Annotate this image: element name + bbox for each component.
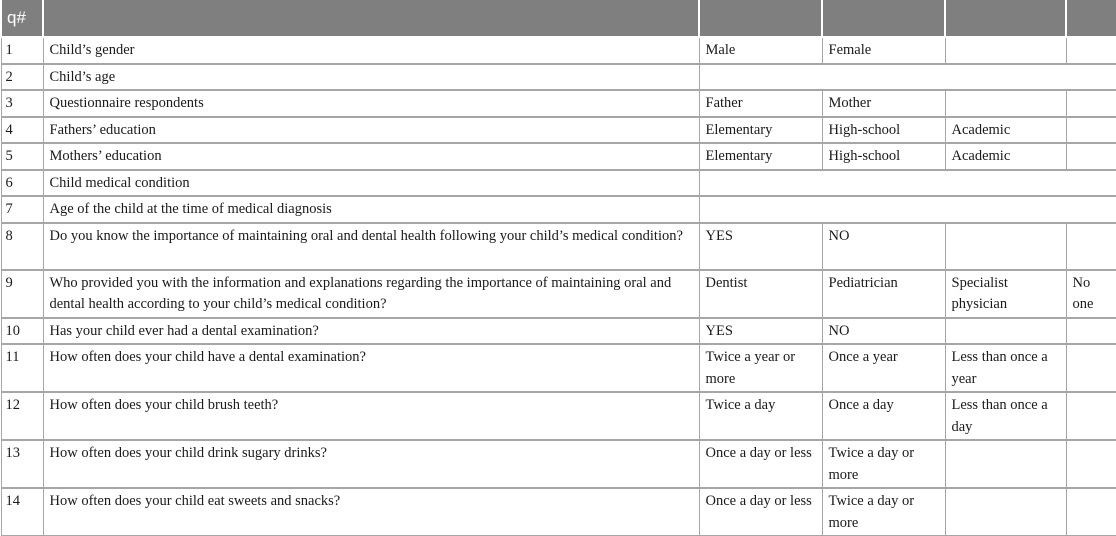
open-answer-cell — [699, 64, 1116, 91]
question-number: 7 — [1, 196, 43, 223]
open-answer-cell — [699, 196, 1116, 223]
header-option-1 — [699, 0, 822, 37]
option-cell: NO — [822, 318, 945, 345]
option-cell: Pediatrician — [822, 270, 945, 318]
question-text: How often does your child have a dental examination? — [43, 344, 699, 392]
question-number: 1 — [1, 37, 43, 64]
header-question-number: q# — [1, 0, 43, 37]
table-row — [1, 170, 1116, 197]
question-number: 4 — [1, 117, 43, 144]
open-answer-cell — [699, 170, 1116, 197]
question-number: 13 — [1, 440, 43, 488]
option-cell: Dentist — [699, 270, 822, 318]
table-row — [1, 440, 1116, 488]
question-number: 12 — [1, 392, 43, 440]
question-number: 9 — [1, 270, 43, 318]
option-cell: Father — [699, 90, 822, 117]
header-row — [1, 0, 1116, 37]
option-cell: YES — [699, 223, 822, 270]
option-cell: Twice a day — [699, 392, 822, 440]
option-cell: Mother — [822, 90, 945, 117]
table-row — [1, 488, 1116, 536]
option-cell: Male — [699, 37, 822, 64]
table-row — [1, 37, 1116, 64]
table-row — [1, 223, 1116, 270]
question-text: Child medical condition — [43, 170, 699, 197]
question-number: 2 — [1, 64, 43, 91]
table-row — [1, 318, 1116, 345]
question-number: 11 — [1, 344, 43, 392]
option-cell — [1066, 440, 1116, 488]
option-cell — [1066, 143, 1116, 170]
question-text: Questionnaire respondents — [43, 90, 699, 117]
table-row — [1, 64, 1116, 91]
table-row — [1, 143, 1116, 170]
question-number: 10 — [1, 318, 43, 345]
header-option-3 — [945, 0, 1066, 37]
question-number: 8 — [1, 223, 43, 270]
option-cell: Twice a year or more — [699, 344, 822, 392]
option-cell — [1066, 392, 1116, 440]
question-number: 5 — [1, 143, 43, 170]
question-text: Age of the child at the time of medical diagnosis — [43, 196, 699, 223]
option-cell — [945, 488, 1066, 536]
question-text: How often does your child brush teeth? — [43, 392, 699, 440]
table-row — [1, 270, 1116, 318]
option-cell — [1066, 223, 1116, 270]
option-cell: NO — [822, 223, 945, 270]
option-cell — [1066, 344, 1116, 392]
option-cell: Elementary — [699, 143, 822, 170]
option-cell — [945, 37, 1066, 64]
option-cell — [945, 440, 1066, 488]
option-cell: Less than once a year — [945, 344, 1066, 392]
option-cell — [1066, 90, 1116, 117]
table-header — [1, 0, 1116, 37]
option-cell: Twice a day or more — [822, 488, 945, 536]
question-text: Mothers’ education — [43, 143, 699, 170]
header-option-4 — [1066, 0, 1116, 37]
option-cell: Academic — [945, 117, 1066, 144]
table-row — [1, 392, 1116, 440]
table-row — [1, 117, 1116, 144]
question-text: Has your child ever had a dental examination? — [43, 318, 699, 345]
option-cell: Twice a day or more — [822, 440, 945, 488]
option-cell: No one — [1066, 270, 1116, 318]
option-cell — [1066, 488, 1116, 536]
table-row — [1, 344, 1116, 392]
option-cell: High-school — [822, 143, 945, 170]
option-cell: Once a day or less — [699, 440, 822, 488]
question-text: Fathers’ education — [43, 117, 699, 144]
question-number: 3 — [1, 90, 43, 117]
question-text: How often does your child eat sweets and snacks? — [43, 488, 699, 536]
option-cell: Elementary — [699, 117, 822, 144]
option-cell: YES — [699, 318, 822, 345]
question-text: How often does your child drink sugary drinks? — [43, 440, 699, 488]
question-text: Child’s age — [43, 64, 699, 91]
header-option-2 — [822, 0, 945, 37]
option-cell: Less than once a day — [945, 392, 1066, 440]
option-cell: Once a day — [822, 392, 945, 440]
table-body — [1, 37, 1116, 536]
question-text: Child’s gender — [43, 37, 699, 64]
option-cell: Once a day or less — [699, 488, 822, 536]
option-cell — [1066, 318, 1116, 345]
option-cell — [945, 223, 1066, 270]
option-cell — [945, 318, 1066, 345]
option-cell — [1066, 117, 1116, 144]
table-row — [1, 196, 1116, 223]
option-cell: Academic — [945, 143, 1066, 170]
header-question — [43, 0, 699, 37]
option-cell — [1066, 37, 1116, 64]
option-cell: High-school — [822, 117, 945, 144]
option-cell: Once a year — [822, 344, 945, 392]
table-row — [1, 90, 1116, 117]
question-number: 14 — [1, 488, 43, 536]
option-cell: Specialist physician — [945, 270, 1066, 318]
question-number: 6 — [1, 170, 43, 197]
option-cell — [945, 90, 1066, 117]
question-text: Do you know the importance of maintaining oral and dental health following your child’s medical condition? — [43, 223, 699, 270]
option-cell: Female — [822, 37, 945, 64]
question-text: Who provided you with the information and explanations regarding the importance of maintaining oral and dental health according to your child’s medical condition? — [43, 270, 699, 318]
